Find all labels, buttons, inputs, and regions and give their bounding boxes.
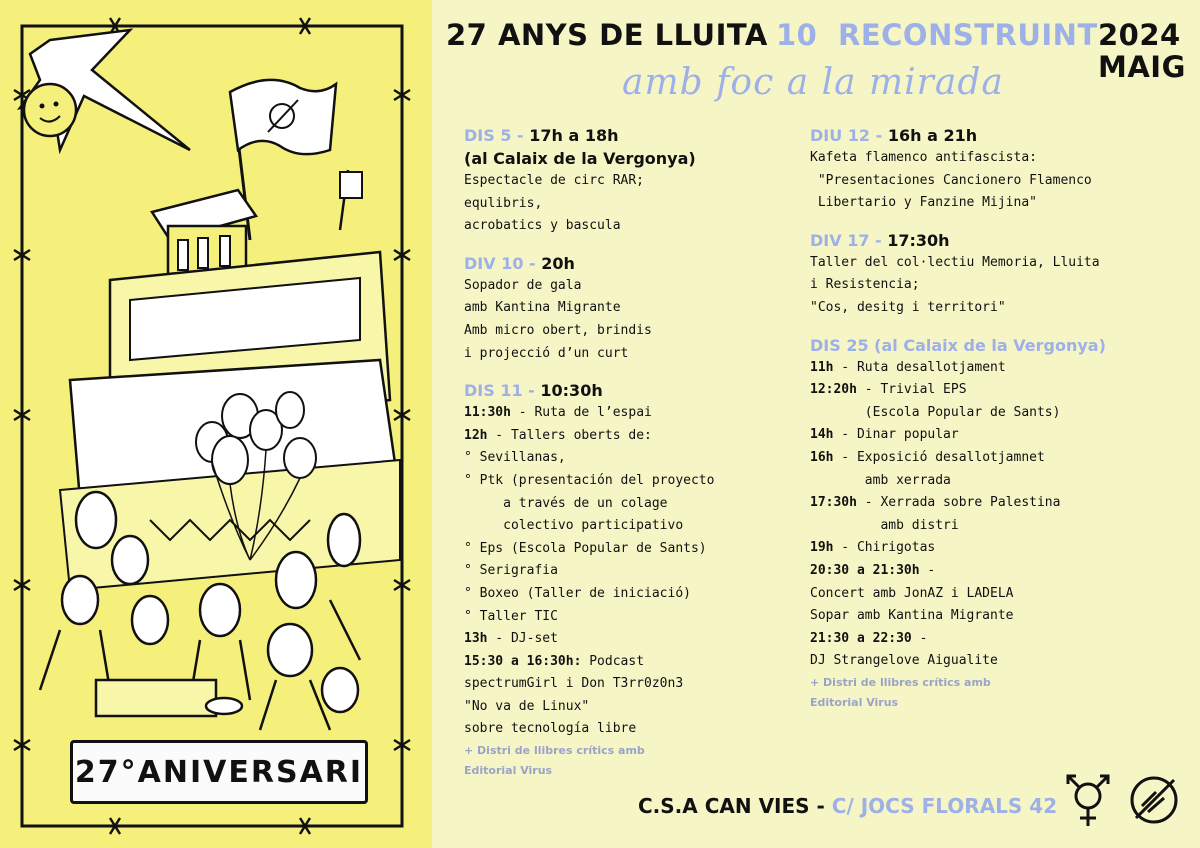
event-line <box>464 425 714 448</box>
event-line: Espectacle de circ RAR; <box>464 173 645 188</box>
event-text: - Ruta de l’espai <box>510 405 652 421</box>
event-time: 19h <box>810 540 834 556</box>
symbols-group <box>1056 768 1190 832</box>
event-text: - <box>919 562 936 578</box>
event-time: 21:30 a 22:30 <box>810 630 912 646</box>
event-line: acrobatics y bascula <box>464 218 621 234</box>
event-line <box>810 379 1106 402</box>
event-line: DJ Strangelove Aigualite <box>810 653 998 669</box>
event-line <box>464 651 714 674</box>
distri-note: + Distri de llibres crítics amb <box>810 675 991 689</box>
venue-name: C.S.A CAN VIES - <box>638 794 825 818</box>
event-line: spectrumGirl i Don T3rr0z0n3 <box>464 676 684 692</box>
event-line <box>464 628 714 651</box>
title-part1: 27 ANYS DE LLUITA <box>446 18 768 52</box>
event-line: Sopador de gala <box>464 277 582 293</box>
day-label: DIV 17 - <box>810 230 882 250</box>
event-line: ° Eps (Escola Popular de Sants) <box>464 540 707 556</box>
drawing-illustration <box>0 0 432 848</box>
event-line: "Presentaciones Cancionero Flamenco <box>810 172 1092 188</box>
event-line: a través de un colage <box>464 495 668 511</box>
event-line: sobre tecnología libre <box>464 721 637 737</box>
event-text: - Tallers oberts de: <box>487 427 652 443</box>
event-line: Amb micro obert, brindis <box>464 322 652 338</box>
event-line <box>810 560 1106 583</box>
event-line: "No va de Linux" <box>464 698 590 714</box>
event-line: colectivo participativo <box>464 518 684 534</box>
event-line: "Cos, desitg i territori" <box>810 299 1006 315</box>
time-label: 10:30h <box>540 381 603 401</box>
day-label: DIU 12 - <box>810 126 883 145</box>
event-line: Kafeta flamenco antifascista: <box>810 150 1037 165</box>
event-text: - Dinar popular <box>833 427 959 443</box>
event-text: - Xerrada sobre Palestina <box>856 495 1061 511</box>
event-time: 11h <box>810 359 834 375</box>
time-label: 16h a 21h <box>887 126 978 145</box>
distri-note: Editorial Virus <box>810 695 899 709</box>
anniversary-banner <box>70 740 368 804</box>
place-label: (al Calaix de la Vergonya) <box>464 149 696 168</box>
event-line <box>810 424 1106 447</box>
day-label: DIS 5 - <box>464 126 524 145</box>
event-text: - Exposició desallotjamnet <box>833 449 1045 465</box>
event-line <box>810 492 1106 515</box>
event-text: - DJ-set <box>487 631 558 647</box>
event-line <box>810 357 1106 380</box>
event-line: ° Ptk (presentación del proyecto <box>464 472 715 488</box>
event-line: equlibris, <box>464 195 543 211</box>
time-label: 17:30h <box>887 230 950 250</box>
event-div-10 <box>464 252 714 365</box>
event-line: ° Sevillanas, <box>464 450 566 466</box>
event-line: Concert amb JonAZ i LADELA <box>810 585 1014 601</box>
distri-note: + Distri de llibres crítics amb <box>464 744 645 758</box>
day-label: DIV 10 - <box>464 253 536 273</box>
event-line: ° Boxeo (Taller de iniciació) <box>464 585 691 601</box>
event-dis-5 <box>464 124 714 238</box>
event-time: 14h <box>810 427 834 443</box>
event-dis-25 <box>810 334 1106 713</box>
event-line: Taller del col·lectiu Memoria, Lluita <box>810 254 1100 270</box>
time-label: 17h a 18h <box>529 126 619 145</box>
slogan: amb foc a la mirada <box>622 62 1004 103</box>
event-line: (Escola Popular de Sants) <box>810 404 1061 420</box>
title-year: 2024 <box>1098 18 1181 52</box>
event-time: 20:30 a 21:30h <box>810 562 920 578</box>
event-time: 17:30h <box>810 495 857 511</box>
title-part2: 10 <box>776 18 818 52</box>
distri-note: Editorial Virus <box>464 764 553 778</box>
event-text: - Trivial EPS <box>856 382 967 398</box>
antifa-symbol-icon <box>1132 778 1176 822</box>
event-line <box>464 402 714 425</box>
illustration-panel <box>0 0 432 848</box>
event-time: 15:30 a 16:30h: <box>464 653 582 669</box>
event-dis-11 <box>464 379 714 781</box>
event-time: 11:30h <box>464 405 511 421</box>
event-time: 16h <box>810 449 834 465</box>
event-line: ° Serigrafia <box>464 563 558 579</box>
event-time: 12:20h <box>810 382 857 398</box>
event-line: ° Taller TIC <box>464 608 558 624</box>
event-text: - <box>911 630 928 646</box>
event-diu-12 <box>810 124 1106 215</box>
venue-address: C/ JOCS FLORALS 42 <box>831 794 1058 818</box>
event-line: Sopar amb Kantina Migrante <box>810 608 1014 624</box>
event-line <box>810 537 1106 560</box>
title-part3: RECONSTRUINT <box>838 18 1098 52</box>
event-text: - Chirigotas <box>833 540 936 556</box>
event-time: 13h <box>464 631 488 647</box>
time-label: 20h <box>541 253 575 273</box>
day-label: DIS 25 <box>810 335 869 355</box>
event-div-17 <box>810 229 1106 320</box>
title-month: MAIG <box>1098 50 1186 84</box>
event-line <box>810 447 1106 470</box>
small-flag-icon <box>340 170 362 230</box>
event-line: amb xerrada <box>810 472 951 488</box>
event-line: amb Kantina Migrante <box>464 300 621 316</box>
event-line: amb distri <box>810 517 959 533</box>
event-text: - Ruta desallotjament <box>833 359 1006 375</box>
event-text: Podcast <box>581 653 645 669</box>
event-line: i Resistencia; <box>810 277 920 293</box>
place-label: (al Calaix de la Vergonya) <box>874 335 1106 355</box>
event-line <box>810 628 1106 651</box>
gender-symbol-icon <box>1068 776 1108 826</box>
schedule-left <box>464 124 714 781</box>
sun-icon <box>20 30 190 150</box>
anniversary-text: 27°ANIVERSARI <box>74 754 364 790</box>
event-line: i projecció d’un curt <box>464 345 629 361</box>
day-label: DIS 11 - <box>464 381 535 401</box>
event-line: Libertario y Fanzine Mijina" <box>810 195 1037 211</box>
event-time: 12h <box>464 427 488 443</box>
schedule-right <box>810 124 1106 713</box>
venue-footer <box>638 794 1057 818</box>
